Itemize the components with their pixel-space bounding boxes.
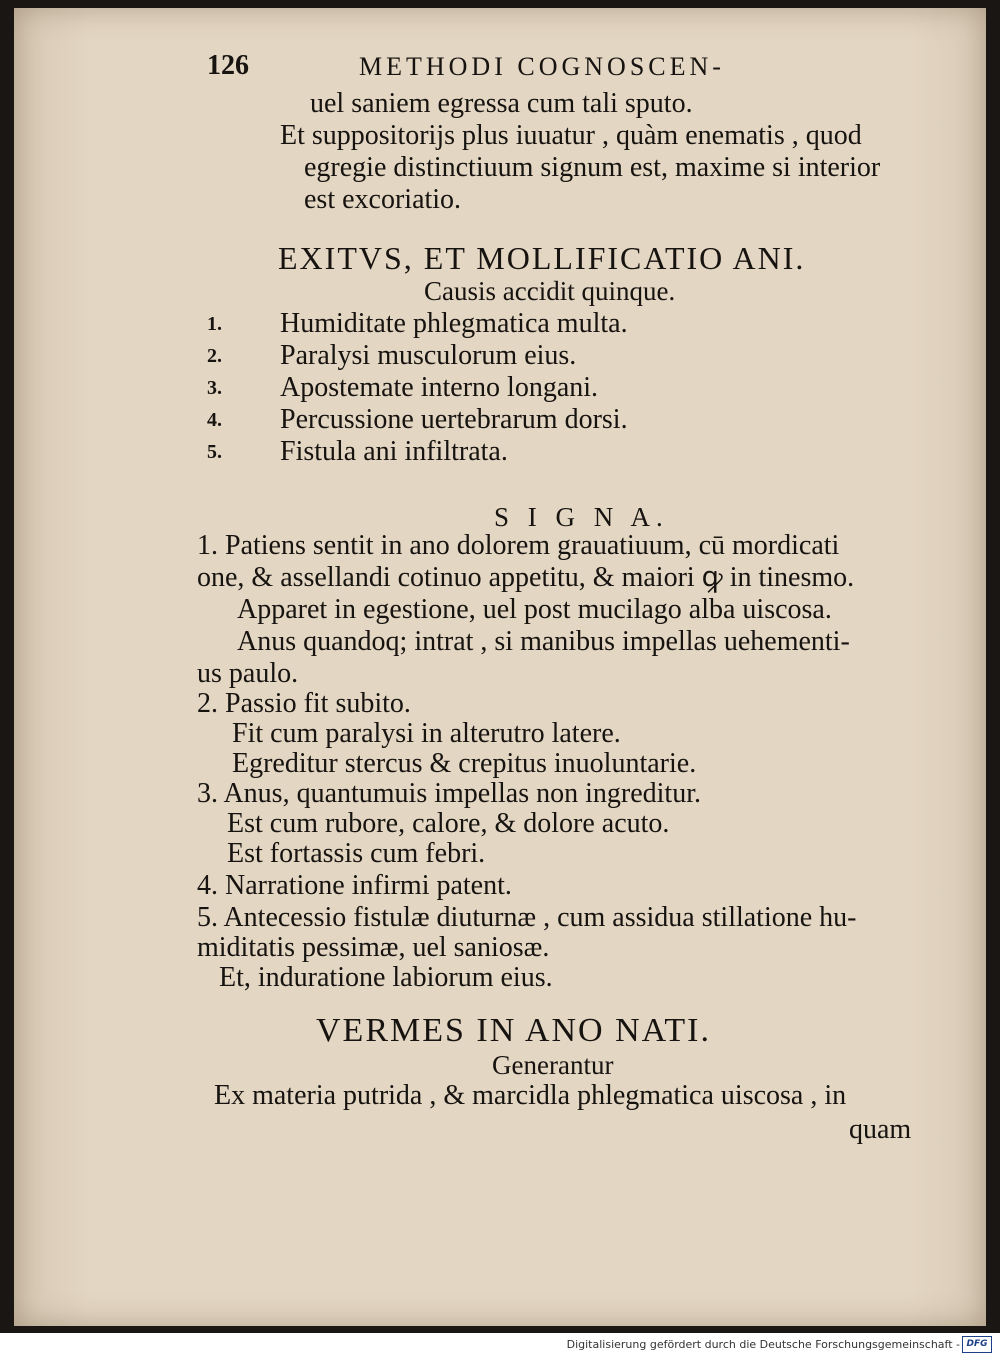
dfg-logo: DFG [962, 1336, 992, 1353]
text-line: us paulo. [197, 658, 299, 689]
text-line: Ex materia putrida , & marcidla phlegmatica uiscosa , in [214, 1080, 847, 1111]
list-number: 5. [207, 441, 222, 463]
text-line: Et suppositorijs plus iuuatur , quàm enematis , quod [280, 120, 862, 151]
running-title: METHODI COGNOSCEN- [359, 52, 725, 81]
section-title: VERMES IN ANO NATI. [316, 1012, 711, 1049]
text-line: miditatis pessimæ, uel saniosæ. [197, 932, 550, 963]
list-item: Humiditate phlegmatica multa. [280, 308, 628, 339]
digitization-footer [0, 1333, 1000, 1357]
list-item: Apostemate interno longani. [280, 372, 599, 403]
text-line: Et, induratione labiorum eius. [219, 962, 553, 993]
text-line: one, & assellandi cotinuo appetitu, & maiori ꝙ in tinesmo. [197, 562, 855, 593]
text-line: egregie distinctiuum signum est, maxime si interior [304, 152, 881, 183]
text-line: 1. Patiens sentit in ano dolorem grauatiuum, cū mordicati [197, 530, 840, 561]
list-number: 2. [207, 345, 222, 367]
section-subtitle: Causis accidit quinque. [424, 276, 676, 306]
text-line: quam [849, 1114, 912, 1145]
list-number: 1. [207, 313, 222, 335]
list-item: Percussione uertebrarum dorsi. [280, 404, 628, 435]
signa-heading: S I G N A. [494, 502, 669, 532]
text-line: 3. Anus, quantumuis impellas non ingreditur. [197, 778, 701, 809]
text-line: Est fortassis cum febri. [227, 838, 486, 869]
book-page [14, 8, 986, 1326]
list-item: Paralysi musculorum eius. [280, 340, 577, 371]
text-line: est excoriatio. [304, 184, 462, 215]
section-title: EXITVS, ET MOLLIFICATIO ANI. [278, 240, 806, 276]
list-item: Fistula ani infiltrata. [280, 436, 508, 467]
text-line: Apparet in egestione, uel post mucilago alba uiscosa. [237, 594, 832, 625]
text-line: Anus quandoq; intrat , si manibus impellas uehementi- [237, 626, 850, 657]
text-line: Egreditur stercus & crepitus inuoluntarie. [232, 748, 697, 779]
list-number: 3. [207, 377, 222, 399]
text-line: Fit cum paralysi in alterutro latere. [232, 718, 621, 749]
footer-credit: Digitalisierung gefördert durch die Deutsche Forschungsgemeinschaft - [566, 1338, 960, 1351]
section-subtitle: Generantur [492, 1050, 614, 1080]
text-line: 4. Narratione infirmi patent. [197, 870, 512, 901]
text-line: Est cum rubore, calore, & dolore acuto. [227, 808, 670, 839]
text-line: 2. Passio fit subito. [197, 688, 411, 719]
text-line: 5. Antecessio fistulæ diuturnæ , cum assidua stillatione hu- [197, 902, 857, 933]
text-line: uel saniem egressa cum tali sputo. [310, 88, 693, 119]
list-number: 4. [207, 409, 222, 431]
page-number: 126 [207, 50, 249, 81]
